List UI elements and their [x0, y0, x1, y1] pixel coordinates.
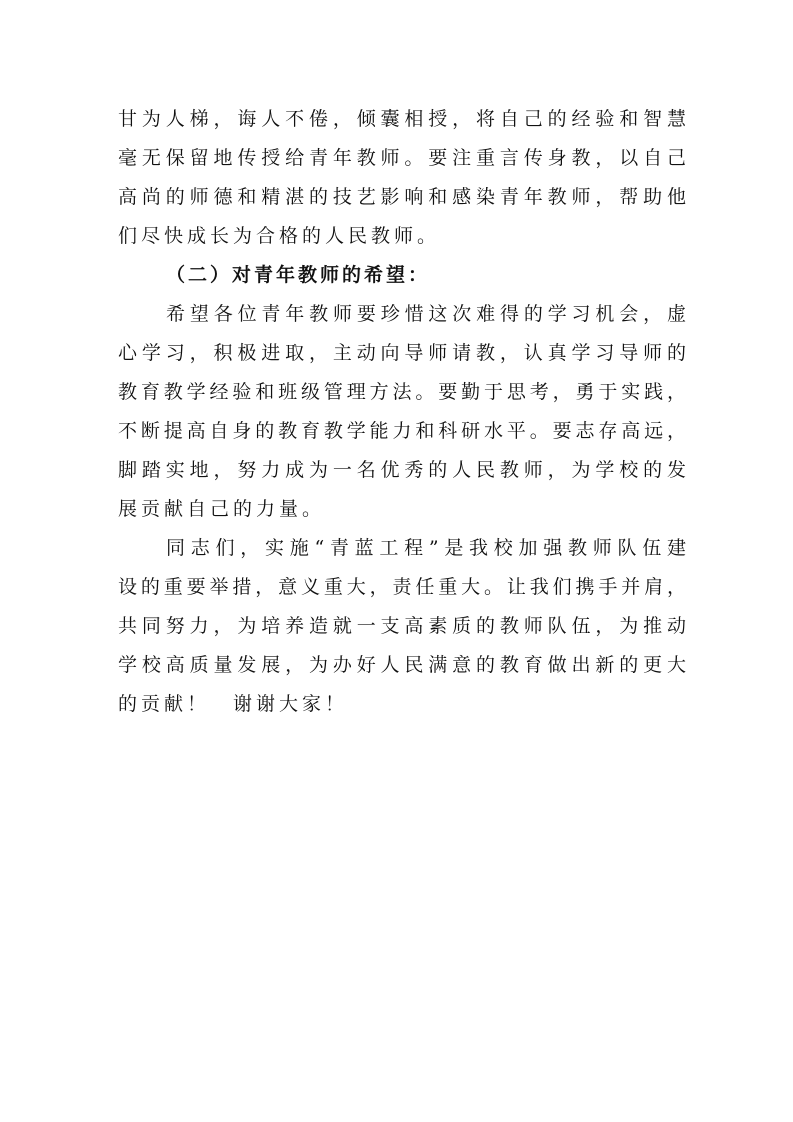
text-line: 教育教学经验和班级管理方法。要勤于思考，勇于实践， — [118, 381, 686, 403]
document-body — [118, 100, 686, 724]
text-line: 脚踏实地，努力成为一名优秀的人民教师，为学校的发 — [118, 459, 686, 481]
text-line: 的贡献！ 谢谢大家！ — [118, 693, 349, 715]
text-line: 共同努力，为培养造就一支高素质的教师队伍，为推动 — [118, 615, 686, 637]
text-line: 设的重要举措，意义重大，责任重大。让我们携手并肩， — [118, 576, 686, 598]
text-line: 甘为人梯，诲人不倦，倾囊相授，将自己的经验和智慧 — [118, 108, 686, 130]
text-line: 毫无保留地传授给青年教师。要注重言传身教，以自己 — [118, 147, 686, 169]
text-line: 展贡献自己的力量。 — [118, 498, 326, 520]
paragraph-first-line: 希望各位青年教师要珍惜这次难得的学习机会，虚 — [166, 303, 686, 325]
section-heading: （二）对青年教师的希望： — [166, 264, 431, 286]
text-line: 学校高质量发展，为办好人民满意的教育做出新的更大 — [118, 654, 686, 676]
paragraph-first-line: 同志们，实施“青蓝工程”是我校加强教师队伍建 — [166, 537, 686, 559]
text-line: 不断提高自身的教育教学能力和科研水平。要志存高远， — [118, 420, 686, 442]
text-line: 心学习，积极进取，主动向导师请教，认真学习导师的 — [118, 342, 686, 364]
text-line: 高尚的师德和精湛的技艺影响和感染青年教师，帮助他 — [118, 186, 686, 208]
text-line: 们尽快成长为合格的人民教师。 — [118, 225, 441, 247]
